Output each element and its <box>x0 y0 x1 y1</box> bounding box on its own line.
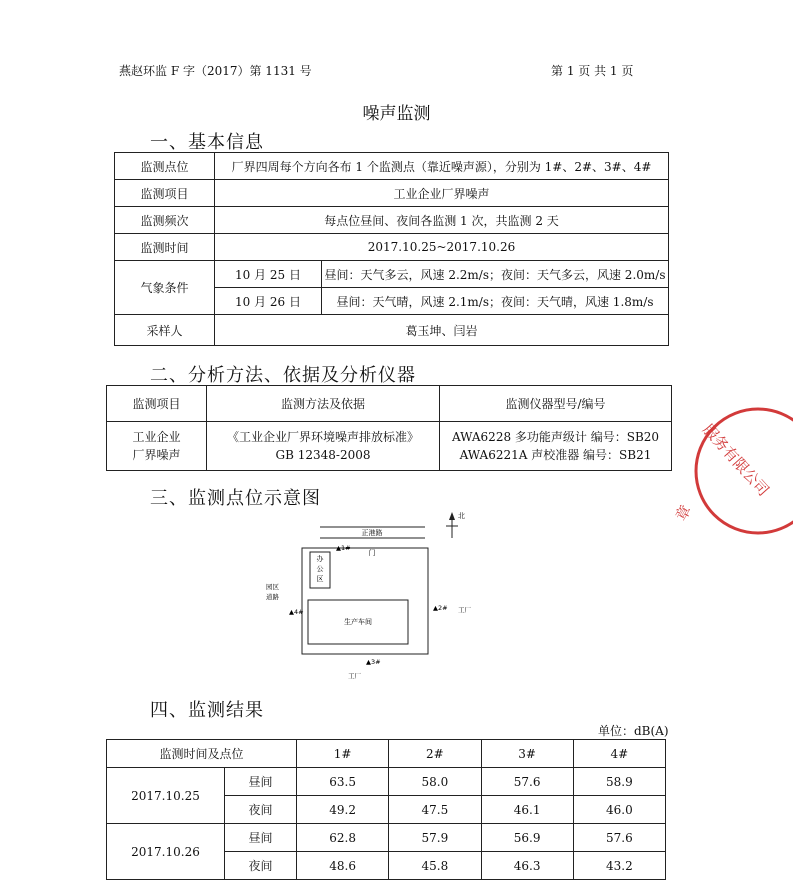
method-header-instrument: 监测仪器型号/编号 <box>440 386 672 422</box>
weather-date: 10 月 25 日 <box>215 261 322 288</box>
results-header-point: 1# <box>297 740 389 768</box>
results-value: 45.8 <box>389 852 481 880</box>
results-date: 2017.10.26 <box>107 824 225 880</box>
location-value: 厂界四周每个方向各布 1 个监测点（靠近噪声源），分别为 1#、2#、3#、4# <box>215 153 669 180</box>
instrument-line: AWA6221A 声校准器 编号：SB21 <box>459 448 652 462</box>
weather-desc: 昼间：天气晴，风速 2.1m/s；夜间：天气晴，风速 1.8m/s <box>322 288 669 315</box>
weather-desc: 昼间：天气多云，风速 2.2m/s；夜间：天气多云，风速 2.0m/s <box>322 261 669 288</box>
north-arrow-icon <box>449 512 455 520</box>
method-standard-name: 《工业企业厂界环境噪声排放标准》 <box>226 430 419 444</box>
results-value: 57.9 <box>389 824 481 852</box>
results-value: 57.6 <box>573 824 665 852</box>
results-value: 46.1 <box>481 796 573 824</box>
results-date: 2017.10.25 <box>107 768 225 824</box>
results-header-point: 2# <box>389 740 481 768</box>
item-label: 监测项目 <box>115 180 215 207</box>
office-char: 区 <box>316 575 324 583</box>
results-header-point: 3# <box>481 740 573 768</box>
item-value: 工业企业厂界噪声 <box>215 180 669 207</box>
results-value: 46.3 <box>481 852 573 880</box>
results-value: 57.6 <box>481 768 573 796</box>
document-number: 燕赵环监 F 字（2017）第 1131 号 <box>119 64 312 78</box>
results-period: 昼间 <box>225 824 297 852</box>
office-char: 办 <box>316 555 324 563</box>
basic-info-table <box>114 152 669 346</box>
results-value: 56.9 <box>481 824 573 852</box>
results-period: 昼间 <box>225 768 297 796</box>
time-label: 监测时间 <box>115 234 215 261</box>
point-4: ▲4# <box>289 608 304 616</box>
instrument-line: AWA6228 多功能声级计 编号：SB20 <box>451 430 660 444</box>
sampler-value: 葛玉坤、闫岩 <box>215 315 669 346</box>
sampler-label: 采样人 <box>115 315 215 346</box>
method-table <box>106 385 672 471</box>
time-value: 2017.10.25~2017.10.26 <box>215 234 669 261</box>
results-period: 夜间 <box>225 796 297 824</box>
method-header-method: 监测方法及依据 <box>207 386 440 422</box>
results-value: 43.2 <box>573 852 665 880</box>
method-item-line: 厂界噪声 <box>132 448 181 462</box>
point-1: ▲1# <box>336 544 351 552</box>
results-header-point: 4# <box>573 740 665 768</box>
plant-boundary <box>302 548 428 654</box>
workshop-label: 生产车间 <box>344 618 372 626</box>
document-title: 噪声监测 <box>362 104 431 124</box>
unit-label: 单位：dB(A) <box>598 724 669 738</box>
page-info: 第 1 页 共 1 页 <box>551 64 634 78</box>
point-3: ▲3# <box>366 658 381 666</box>
factory-label-bottom: 工厂 <box>348 672 361 680</box>
results-header-main: 监测时间及点位 <box>107 740 297 768</box>
results-value: 58.0 <box>389 768 481 796</box>
method-standard-code: GB 12348-2008 <box>275 448 371 462</box>
frequency-value: 每点位昼间、夜间各监测 1 次，共监测 2 天 <box>215 207 669 234</box>
office-char: 公 <box>316 565 324 573</box>
road-label: 正港路 <box>361 529 383 537</box>
seal-suffix: 章 <box>671 501 695 524</box>
section2-heading: 二、分析方法、依据及分析仪器 <box>150 365 416 386</box>
results-value: 46.0 <box>573 796 665 824</box>
section4-heading: 四、监测结果 <box>150 700 264 721</box>
section1-heading: 一、基本信息 <box>150 132 264 153</box>
method-item-line: 工业企业 <box>132 430 181 444</box>
results-table <box>106 739 666 880</box>
park-road-label: 园区 <box>266 583 279 591</box>
results-value: 49.2 <box>297 796 389 824</box>
weather-label: 气象条件 <box>115 261 215 315</box>
results-value: 47.5 <box>389 796 481 824</box>
park-road-label: 道路 <box>266 593 279 601</box>
results-value: 58.9 <box>573 768 665 796</box>
gate-label: 门 <box>368 549 376 557</box>
method-header-item: 监测项目 <box>107 386 207 422</box>
north-label: 北 <box>458 512 465 520</box>
weather-date: 10 月 26 日 <box>215 288 322 315</box>
point-2: ▲2# <box>433 604 448 612</box>
location-label: 监测点位 <box>115 153 215 180</box>
results-value: 62.8 <box>297 824 389 852</box>
factory-label-right: 工厂 <box>458 606 471 614</box>
seal-text: 服务有限公司 <box>699 420 773 500</box>
monitoring-site-diagram <box>260 506 500 686</box>
frequency-label: 监测频次 <box>115 207 215 234</box>
results-value: 48.6 <box>297 852 389 880</box>
results-value: 63.5 <box>297 768 389 796</box>
company-seal-stamp <box>668 396 793 546</box>
section3-heading: 三、监测点位示意图 <box>150 488 321 509</box>
results-period: 夜间 <box>225 852 297 880</box>
